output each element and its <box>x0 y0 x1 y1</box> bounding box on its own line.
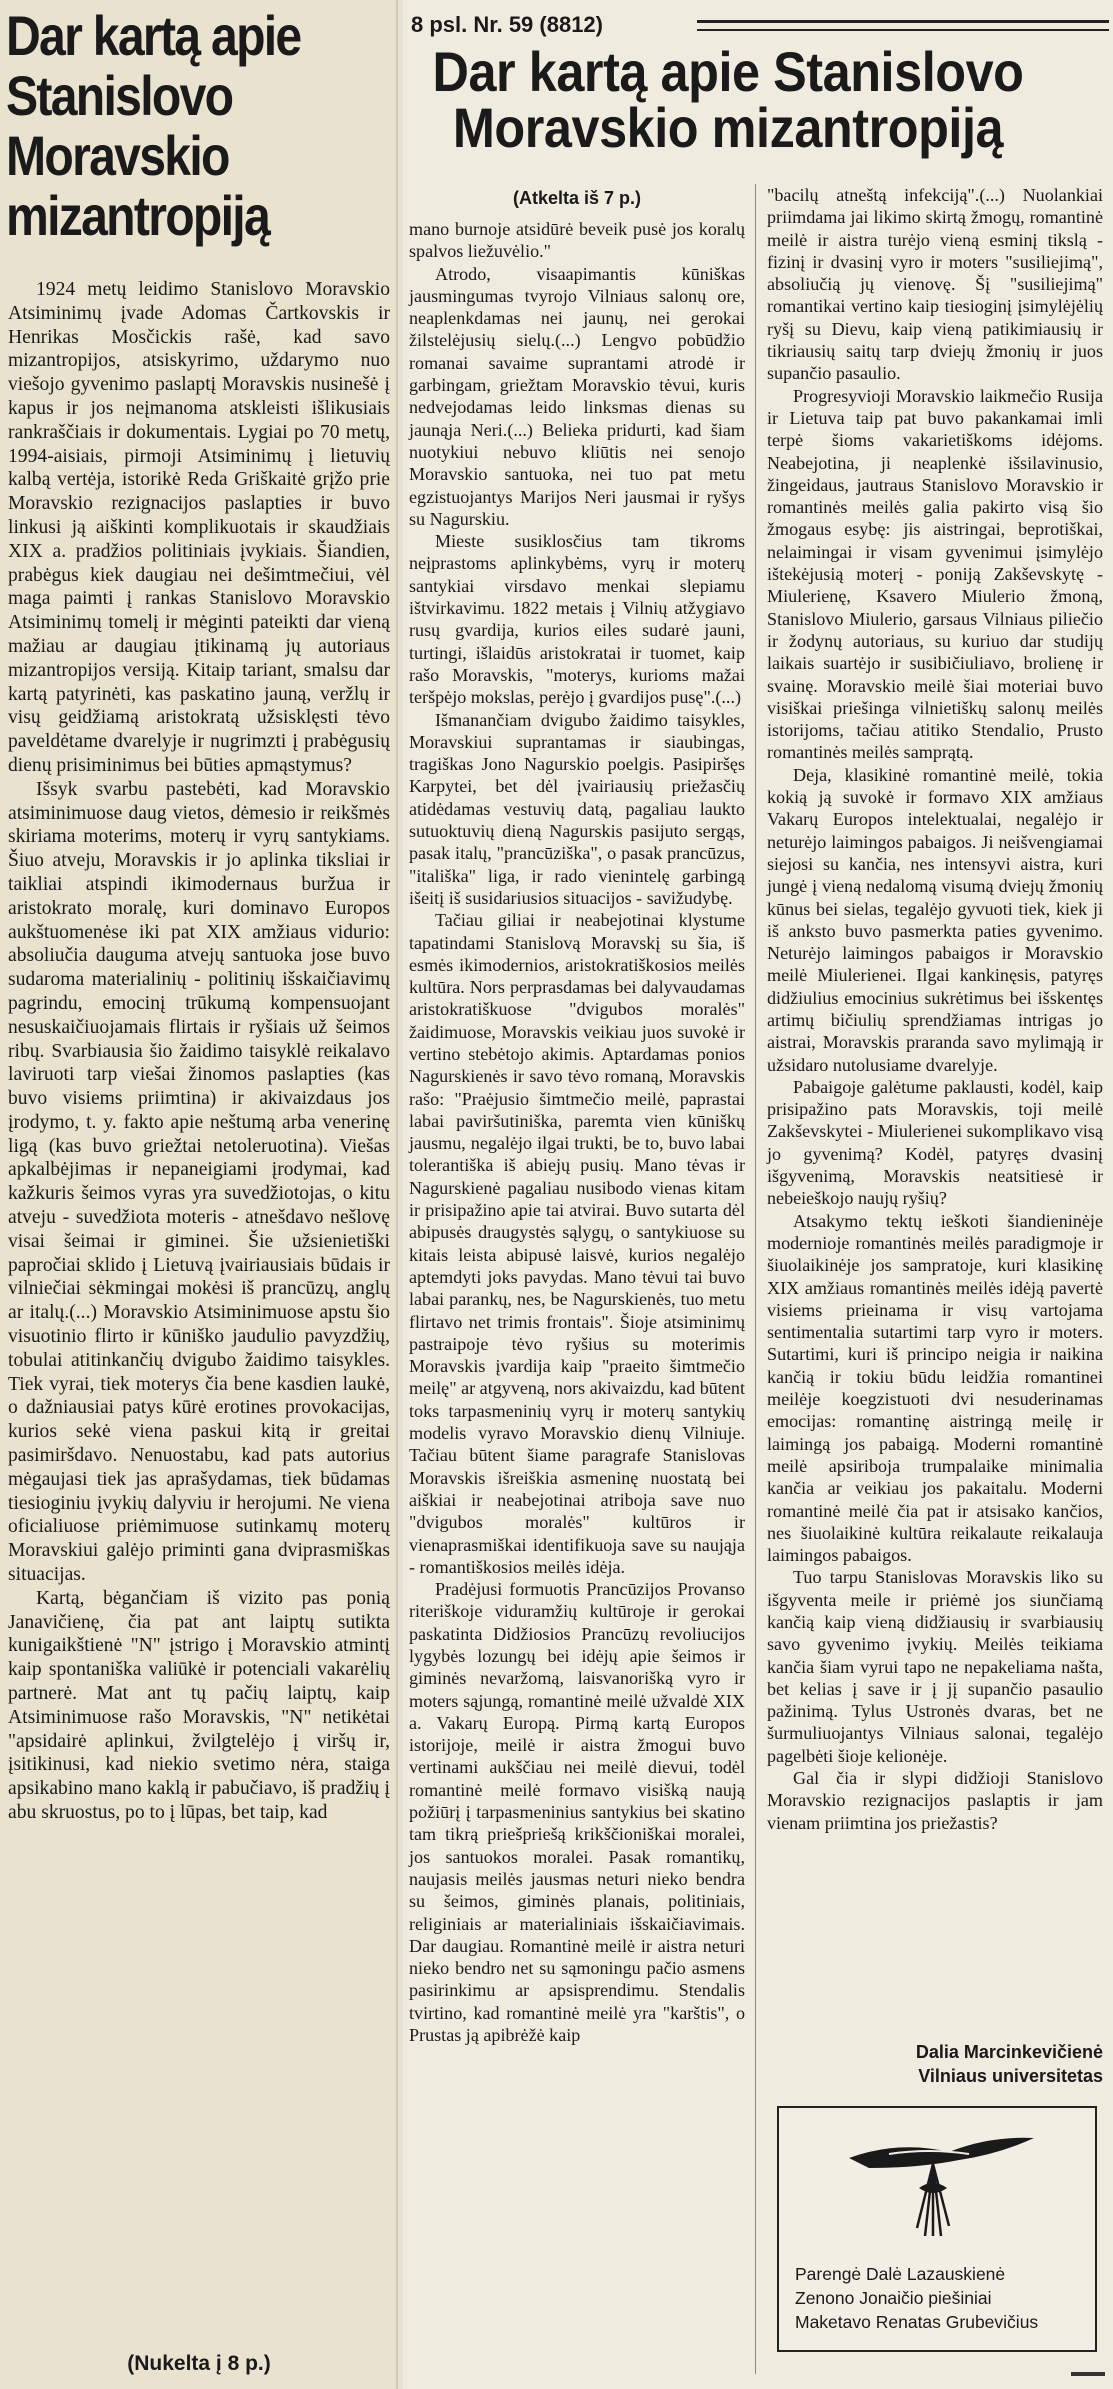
left-headline <box>6 6 384 246</box>
credits-text <box>795 2262 1038 2334</box>
headline-line: Stanislovo <box>6 64 233 127</box>
continued-note: (Nukelta į 8 p.) <box>127 2352 271 2375</box>
article-paragraph: mano burnoje atsidūrė beveik pusė jos koralų spalvos liežuvėlio." <box>409 219 745 262</box>
article-paragraph: Išmanančiam dvigubo žaidimo taisykles, Moravskiui suprantamas ir siaubingas, tragiškas Jono Nagurskio poelgis. Pasipiršęs Karpytei, bet dėl įvairiausių priežasčių atidėdamas vestuvių datą, pagaliau laukto sutuoktuvių dieną Nagurskis pasijuto sergąs, pasak italų, "prancūziška", o pasak prancūzus, "itališka" liga, ir rado vienintelę garbingą išeitį iš susidariusios situacijos - savižudybę. <box>409 709 745 908</box>
article-paragraph: Mieste susiklosčius tam tikroms neįprastoms aplinkybėms, vyrų ir moterų santykiai virsdavo menkai slepiamu ištvirkavimu. 1822 metais į Vilnių atžygiavo rusų gvardija, kurios eiles sudarė jauni, turtingi, išlaidūs aristokratai ir tuomet, kaip rašo Moravskis, "moterys, kurioms mažai teršpėjo mokslas, perėjo į gvardijos pusę".(...) <box>409 531 745 708</box>
headline-line: Dar kartą apie Stanislovo <box>432 40 1024 103</box>
middle-article-column <box>409 218 745 2046</box>
article-paragraph: Atrodo, visaapimantis kūniškas jausmingumas tvyrojo Vilniaus salonų ore, neaplenkdamas nei jaunų, nei gerokai žilstelėjusių sielų.(...) Lengvo pobūdžio romanai savaime suprantami atrodė ir garbingam, griežtam Moravskio tėvui, kuris nedvejodamas leido linksmas dienas su jaunąja Neri.(...) Belieka pridurti, kad šiam nuotykiui nebuvo kliūtis nei senojo Moravskio santuoka, nei tuo pat metu egzistuojantys Marijos Neri jausmai ir ryšys su Nagurskiu. <box>409 263 745 529</box>
article-paragraph: Kartą, bėgančiam iš vizito pas ponią Janavičienę, čia pat ant laiptų sutikta kunigaikštienė "N" įstrigo į Moravskio atmintį kaip spontaniška valiūkė ir potenciali vakarėlių partnerė. Mat ant tų pačių laiptų, kaip Atsiminimuose rašo Moravskis, "N" netikėtai "apsidairė aplinkui, žvilgtelėjo į viršų ir, įsitikinusi, kad niekio svetimo nėra, staiga apsikabino mano kaklą ir pabučiavo, iš pradžių į abu skruostus, po to į lūpas, bet taip, kad <box>8 1587 390 1823</box>
right-article-column <box>767 184 1103 1834</box>
left-clipping <box>0 0 398 2389</box>
article-paragraph: Pradėjusi formuotis Prancūzijos Provanso riteriškoje viduramžių kultūroje ir gerokai paskatinta Didžiosios Prancūzų revoliucijos lygybės lozungų bei idėjų apie šeimos ir giminės nevaržomą, laisvanorišką vyro ir moters sąjungą, romantinė meilė užvaldė XIX a. Vakarų Europą. Pirmą kartą Europos istorijoje, meilė ir aistra žmogui buvo vertinami aukščiau nei meilė dievui, todėl romantinė meilė formavo visišką naują požiūrį į tarpasmeninius santykius bei skatino tam tikrą priešpriešą krikščioniškai moralei, jos santuokos moralei. Pasak romantikų, naujasis meilės jausmas neturi nieko bendra su šeimos, giminės planais, politiniais, religiniais ar materialiniais išskaičiavimais. Dar daugiau. Romantinė meilė ir aistra neturi nieko bendro net su sąmoningu pačio asmens pasirinkimu ar apsisprendimu. Stendalis tvirtino, kad romantinė meilė yra "karštis", o Prustas ją apibrėžė kaip <box>409 1579 745 2046</box>
article-paragraph: "bacilų atneštą infekciją".(...) Nuolankiai priimdama jai likimo skirtą žmogų, romantinė meilė ir aistra turėjo vieną esminį tikslą - fizinį ir dvasinį vyro ir moters "susiliejimą", absoliučią jų vienovę. Šį "susiliejimą" romantikai vertino kaip tiesioginį įsimylėjėlių ryšį su Dievu, kaip vieną patikimiausių ir tikriausių saitų tarp dviejų žmonių ir juos supančio pasaulio. <box>767 185 1103 384</box>
credits-box <box>777 2106 1097 2352</box>
article-paragraph: Atsakymo tektų ieškoti šiandieninėje modernioje romantinės meilės paradigmoje ir šiuolaikinėje jos sampratoje, kuri klasikinę XIX amžiaus romantinės meilės idėją pavertė visiems prieinama ir visų vartojama sentimentalia sutartimi tarp vyro ir moters. Sutartimi, kuri iš principo neigia ir naikina kančią ir tokiu būdu leidžia romantinei meilėje koegzistuoti dvi nesuderinamas emocijas: romantinę aistringą meilę ir laimingą jos pabaigą. Moderni romantinė meilė apsiriboja trumpalaike minimalia kančia ar veikiau jos pakaitalu. Moderni romantinė meilė čia pat ir atsisako kančios, nes šiuolaikinė kultūra reikalaute reikalauja laimingos pabaigos. <box>767 1210 1103 1566</box>
article-paragraph: Deja, klasikinė romantinė meilė, tokia kokią ją suvokė ir formavo XIX amžiaus Vakarų Europos intelektualai, negalėjo ir neturėjo laimingos pabaigos. Ji neišvengiamai siejosi su kančia, nes intensyvi aistra, kuri jungė į vieną nedalomą visumą dviejų žmonių kūnus bei sielas, tegalėjo gyvuoti tiek, kiek ji iš anksto buvo pasmerkta paties gyvenimo. Neturėjo laimingos pabaigos ir Moravskio meilė Miulerienei. Ilgai kankinęsis, patyręs didžiulius emocinius sukrėtimus bei išskentęs artimų bičiulių sprendžiamas intrigas jo aistrai, Moravskis praranda savo mylimąją ir užsidaro nutolusiame dvarelyje. <box>767 764 1103 1075</box>
credit-line: Maketavo Renatas Grubevičius <box>795 2312 1039 2332</box>
continued-from-note: (Atkelta iš 7 p.) <box>512 188 642 208</box>
page-end-mark <box>1071 2372 1105 2376</box>
article-paragraph: Gal čia ir slypi didžioji Stanislovo Moravskio rezignacijos paslaptis ir jam vienam priimtina jos priežastis? <box>767 1768 1103 1833</box>
author-name: Dalia Marcinkevičienė <box>915 2042 1103 2062</box>
article-paragraph: Tačiau giliai ir neabejotinai klystume tapatindami Stanislovą Moravskį su šia, iš esmės ikimodernios, aristokratiškosios meilės kultūra. Nors perprasdamas bei dalyvaudamas aristokratiškuose "dvigubos moralės" žaidimuose, Moravskis veikiau juos suvokė ir vertino stebėtojo akimis. Aptardamas ponios Nagurskienės ir savo tėvo romaną, Moravskis rašo: "Praėjusio šimtmečio meilė, paprastai labai paviršutiniška, paremta vien kūniškų jausmu, negalėjo ilgai trukti, be to, buvo labai tolerantiška iš abiejų pusių. Mano tėvas ir Nagurskienė pagaliau nusibodo vienas kitam ir prisipažino apie tai atvirai. Buvo sutarta dėl abipusės draugystės sąlygų, o santykiuose su kitais leista abipusė laisvė, kurios negalėjo aptemdyti joks pavydas. Mano tėvui tai buvo labai parankų, nes, be Nagurskienės, tuo metu flirtavo net trimis frontais". Šioje atsiminimų pastraipoje tėvo ryšius su moterimis Moravskis įvardija kaip "praeito šimtmečio meilę" ar atgyveną, nors akivaizdu, kad būtent toks tarpasmeninių vyrų ir moterų santykių modelis vyravo Moravskio dienų Vilniuje. Tačiau būtent šiame paragrafe Stanislovas Moravskis išreiškia asmeninę nuostatą bei aiškiai ir neabejotinai atriboja save nuo "dvigubos moralės" kultūros ir vienaprasmiškai identifikuoja save su naująja - romantiškosios meilės idėja. <box>409 910 745 1577</box>
article-paragraph: 1924 metų leidimo Stanislovo Moravskio Atsiminimų įvade Adomas Čartkovskis ir Henrikas Mosčickis rašė, kad savo mizantropijos, atsiskyrimo, uždarymo nuo viešojo gyvenimo paslaptį Moravskis nusinešė į kapus ir jos neįmanoma atskleisti išlikusiais rankraščiais ir dokumentais. Lygiai po 70 metų, 1994-aisiais, pirmoji Atsiminimų į lietuvių kalbą vertėja, istorikė Reda Griškaitė grįžo prie Moravskio rezignacijos paslapties ir buvo linkusi ją aiškinti komplikuotais ir skaudžiais XIX a. pradžios politiniais įvykiais. Šiandien, prabėgus kiek daugiau nei dešimtmečiui, vėl maga paimti į rankas Stanislovo Moravskio Atsiminimų tomelį ir mėginti pateikti dar vieną mažiau ar daugiau įtikinamą jų autoriaus mizantropijos versiją. Kitaip tariant, smalsu dar kartą patyrinėti, kas paskatino jauną, veržlų ir visų geidžiamą aristokratą užsisklęsti tėvo paveldėtame dvarelyje ir nugrimzti į prabėgusių dienų prisiminimus bei būties apmąstymus? <box>8 279 390 776</box>
article-paragraph: Progresyvioji Moravskio laikmečio Rusija ir Lietuva taip pat buvo pakankamai imli terpė šioms vakarietiškoms idėjoms. Neabejotina, ji neaplenkė išsilavinusio, žingeidaus, jautraus Stanislovo Moravskio ir romantinės meilės galia pakirto visą šio žmogaus esybę: jis aistringai, beprotiškai, nelaimingai ir visam gyvenimui įsimylėjo ištekėjusią moterį - poniją Zakševskytę - Miulerienę, Ksavero Miulerio žmoną, Stanislovo Miulerio, garsaus Vilniaus piliečio ir žodynų autoriaus, su kuriuo dar studijų laikais suartėjo ir susibičiuliavo, brolienę ir svainę. Moravskio meilė šiai moteriai buvo visiškai priešinga vilnietiškų salonų meilės istorijoms, tačiau atitiko Stendalio, Prusto romantinės meilės samprątą. <box>767 385 1103 763</box>
credit-line: Parengė Dalė Lazauskienė <box>795 2264 1006 2284</box>
article-paragraph: Tuo tarpu Stanislovas Moravskis liko su išgyventa meile ir priėmė jos siunčiamą kančią kaip vieną didžiausių ir svarbiausių savo gyvenimo įvykių. Meilės teikiama kančia šiam vyrui tapo ne nepakeliama našta, bet kelias į save ir į jį supančio pasaulio pažinimą. Tylus Ustronės dvaras, bet ne šurmuliuojantys Vilniaus salonai, tegalėjo pagelbėti šioje kelionėje. <box>767 1567 1103 1766</box>
right-headline <box>413 40 1043 159</box>
article-paragraph: Išsyk svarbu pastebėti, kad Moravskio atsiminimuose daug vietos, dėmesio ir reikšmės skiriama moterims, moterų ir vyrų santykiams. Šiuo atveju, Moravskis ir jo aplinka tiksliai ir taikliai atspindi ikimodernaus buržua ir aristokrato moralę, kuri dominavo Europos aukštuomenėse iki pat XIX amžiaus vidurio: absoliučia dauguma atvejų santuoka jose buvo sudaroma materialinių - politinių išskaičiavimų pagrindu, emocinį trūkumą kompensuojant nesuskaičiuojamais flirtais ir ryšiais už šeimos ribų. Svarbiausia šio žaidimo taisyklė reikalavo laviruoti tarp viešai žinomos paslapties (kas buvo visiems priimtina) ir akivaizdaus jos įrodymo, t. y. fakto apie neštumą arba venerinę ligą (kas buvo griežtai netoleruotina). Viešas apkalbėjimas ir nepaneigiami įrodymai, kad kažkuris šeimos vyras yra suvedžiotojas, o kitu atveju - suvedžiota moteris - atnešdavo nešlovę visai šeimai ir giminei. Šie užsienietiški papročiai sklido į Lietuvą įvairiausiais būdais ir vilniečiai sėkmingai mokėsi iš prancūzų, anglų ar italų.(...) Moravskio Atsiminimuose apstu šio visuotinio flirto ir kūniško jaudulio pavyzdžių, tobulai atitinkančių dvigubo žaidimo taisykles. Tiek vyrai, tiek moterys čia bene kasdien laukė, o dažniausiai patys kūrė erotines provokacijas, kurios sekė viena paskui kitą ir greitai pasimiršdavo. Nenuostabu, kad pats autorius mėgaujasi tiek jas aprašydamas, tiek būdamas tiesioginiu įvykių dalyviu ir herojumi. Ne viena oficialiuose priėmimuose sutinkamų moterų Moravskiui galėjo priminti gana dviprasmiškas situacijas. <box>8 778 390 1586</box>
column-divider <box>755 184 756 2374</box>
headline-line: Moravskio <box>6 124 229 187</box>
page-folio: 8 psl. Nr. 59 (8812) <box>411 12 603 37</box>
headline-line: Dar kartą apie <box>6 4 301 67</box>
left-article-column <box>8 278 390 1825</box>
author-affiliation: Vilniaus universitetas <box>918 2066 1103 2086</box>
headline-line: Moravskio mizantropiją <box>452 96 1004 159</box>
article-paragraph: Pabaigoje galėtume paklausti, kodėl, kaip prisipažino pats Moravskis, toji meilė Zakševskytei - Miulerienei sukomplikavo visą jo gyvenimą? Kodėl, patyręs dvasinį išgyvenimą, Moravskis neatsitiesė ir nebeieškojo naujų ryšių? <box>767 1076 1103 1209</box>
credit-line: Zenono Jonaičio piešiniai <box>795 2288 992 2308</box>
right-clipping <box>403 0 1113 2389</box>
headline-line: mizantropiją <box>6 184 270 247</box>
folio-rule <box>697 20 1109 31</box>
sculpture-illustration-icon <box>829 2118 1049 2238</box>
